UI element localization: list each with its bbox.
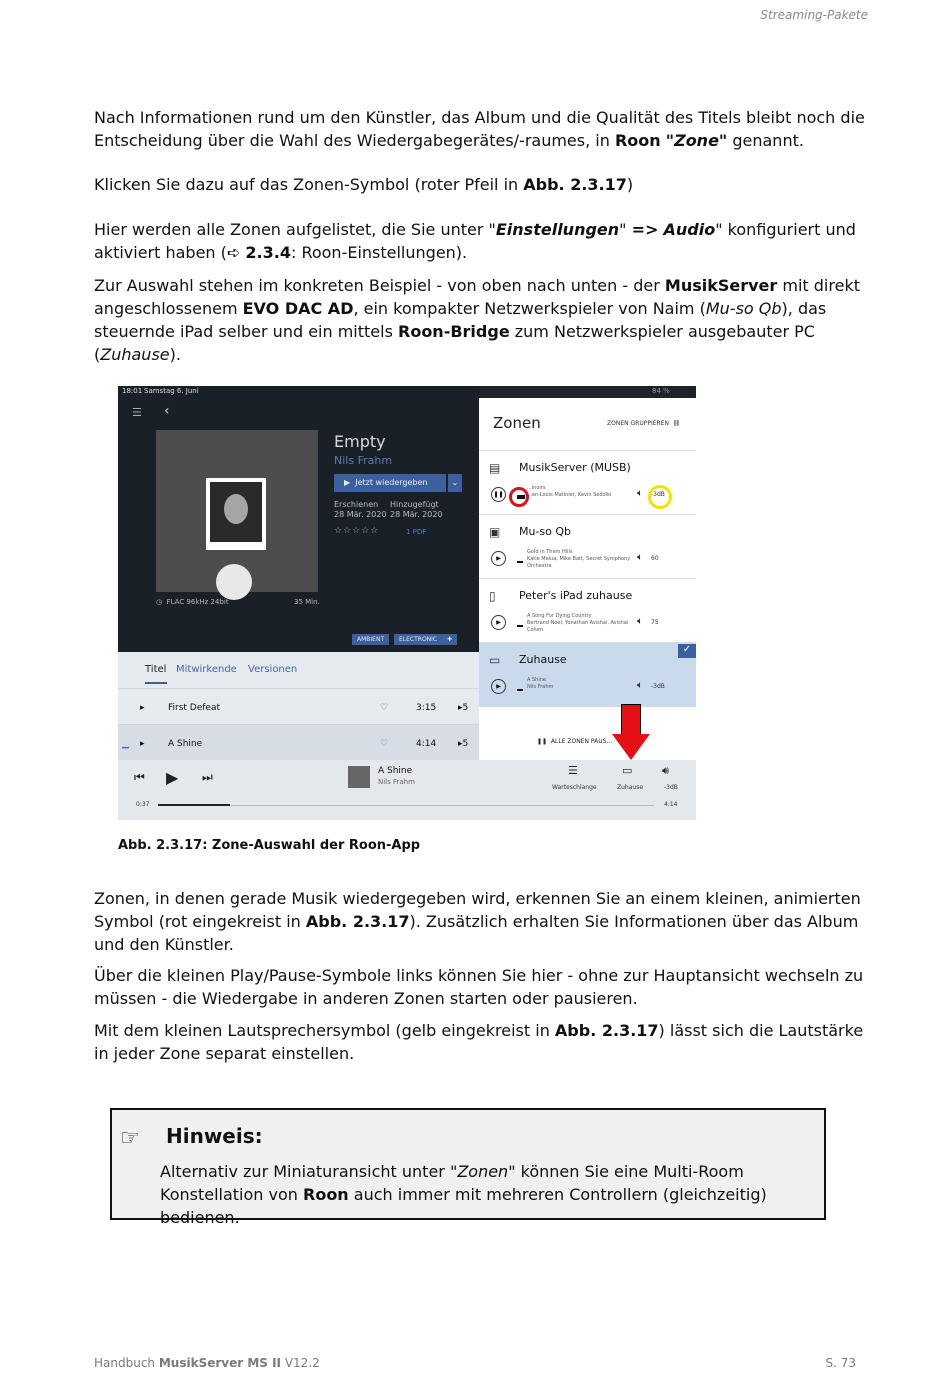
heart-icon: ♡ (380, 739, 389, 749)
play-now-button[interactable]: ▶ Jetzt wiedergeben (334, 474, 446, 492)
paragraph-3: Hier werden alle Zonen aufgelistet, die Sie unter "Einstellungen" => Audio" konfiguriert und aktiviert haben (➪ 2.3.4: Roon-Einstellungen). (94, 220, 856, 262)
pause-all-zones-button[interactable]: ❚❚ ALLE ZONEN PAUS... (537, 738, 613, 745)
checkmark-icon: ✓ (678, 644, 696, 658)
link-icon: ⛓ (672, 420, 681, 427)
tab-titel[interactable]: Titel (145, 664, 167, 675)
play-icon[interactable]: ▶ (491, 615, 506, 630)
back-icon[interactable]: ‹ (164, 403, 170, 419)
zone-label[interactable]: Zuhause (617, 784, 644, 791)
zone-item[interactable]: ▤ MusikServer (MUSB) ❚❚ ...ínoirs ...an-Louis Matinier, Kevin Seddiki 🔈︎ -3dB (479, 450, 696, 515)
released-info: Erschienen 28 Mär. 2020 (334, 500, 387, 519)
play-icon[interactable]: ▶ (491, 551, 506, 566)
tag-electronic[interactable]: ELECTRONIC (394, 634, 442, 645)
paragraph-2: Klicken Sie dazu auf das Zonen-Symbol (roter Pfeil in Abb. 2.3.17) (94, 175, 634, 194)
speaker-volume-icon[interactable]: 🔈︎ (637, 616, 643, 627)
speaker-volume-icon[interactable]: 🔈︎ (637, 488, 643, 499)
pointing-hand-icon: ☞ (120, 1126, 140, 1151)
now-playing-artist[interactable]: Nils Frahm (378, 778, 415, 786)
monitor-icon: ▭ (489, 653, 501, 667)
zones-title: Zonen (493, 414, 541, 432)
heart-icon: ♡ (380, 703, 389, 713)
tab-underline (145, 682, 167, 684)
next-icon[interactable]: ⏭ (202, 770, 213, 784)
hint-title: Hinweis: (166, 1124, 263, 1148)
amplifier-icon: ▤ (489, 461, 501, 475)
elapsed-time: 0:37 (136, 801, 150, 808)
album-title: Empty (334, 432, 386, 451)
volume-label[interactable]: -3dB (664, 784, 678, 791)
previous-icon[interactable]: ⏮ (134, 770, 145, 784)
track-row[interactable]: ▁ ▸ A Shine ♡ 4:14 ▸5 (118, 724, 479, 761)
group-zones-button[interactable]: ZONEN GRUPPIEREN ⛓ (607, 420, 681, 427)
volume-icon[interactable]: 🔊︎ (662, 764, 669, 777)
speaker-volume-icon[interactable]: 🔈︎ (637, 680, 643, 691)
menu-icon[interactable]: ☰ (132, 406, 142, 419)
player-bar (118, 760, 696, 820)
speaker-icon: ▣ (489, 525, 501, 539)
track-row[interactable]: ▸ First Defeat ♡ 3:15 ▸5 (118, 688, 479, 725)
queue-icon[interactable]: ☰ (568, 764, 578, 777)
zone-item[interactable]: ▣ Mu-so Qb ▶ Gold in Them Hills Katie Melua, Mike Batt, Secret Symphony Orchestra 🔈︎ 60 (479, 514, 696, 579)
zones-panel (479, 398, 696, 760)
pdf-link[interactable]: 1 PDF (406, 528, 427, 536)
red-arrow-head (612, 734, 650, 760)
chevron-down-icon[interactable]: ⌄ (448, 474, 462, 492)
tag-add-icon[interactable]: ✚ (442, 634, 457, 645)
tab-mitwirkende[interactable]: Mitwirkende (176, 664, 237, 675)
status-bar: 18:01 Samstag 6. Juni 84 % (122, 387, 670, 395)
album-artist[interactable]: Nils Frahm (334, 454, 393, 467)
running-header: Streaming-Pakete (760, 8, 868, 22)
play-icon[interactable]: ▶ (491, 679, 506, 694)
paragraph-5: Zonen, in denen gerade Musik wiedergegeben wird, erkennen Sie an einem kleinen, animierten Symbol (rot eingekreist in Abb. 2.3.17). Zusätzlich erhalten Sie Informationen über das Album und den Künstler. (94, 889, 861, 954)
page-number: S. 73 (825, 1356, 856, 1370)
hint-text: Alternativ zur Miniaturansicht unter "Zonen" können Sie eine Multi-Room Konstellation von Roon auch immer mit mehreren Controllern (gleichzeitig) bedienen. (160, 1162, 767, 1227)
paragraph-7: Mit dem kleinen Lautsprechersymbol (gelb eingekreist in Abb. 2.3.17) lässt sich die Lautstärke in jeder Zone separat einstellen. (94, 1021, 864, 1063)
footer-left: Handbuch MusikServer MS II V12.2 (94, 1356, 320, 1370)
tablet-icon: ▯ (489, 589, 496, 603)
now-playing-cover[interactable] (348, 766, 370, 788)
figure-caption: Abb. 2.3.17: Zone-Auswahl der Roon-App (118, 838, 421, 853)
roon-app-screenshot (118, 386, 696, 820)
hint-box (110, 1108, 826, 1227)
paragraph-4: Zur Auswahl stehen im konkreten Beispiel - von oben nach unten - der MusikServer mit direkt angeschlossenem EVO DAC AD, ein kompakter Netzwerkspieler von Naim (Mu-so Qb), das steuernde iPad selber und ein mittels Roon-Bridge zum Netzwerkspieler ausgebauter PC (Zuhause). (94, 276, 860, 364)
yellow-highlight-circle (648, 485, 672, 509)
progress-track[interactable] (158, 805, 654, 806)
speaker-volume-icon[interactable]: 🔈︎ (637, 552, 643, 563)
tag-ambient[interactable]: AMBIENT (352, 634, 389, 645)
paragraph-6: Über die kleinen Play/Pause-Symbole links können Sie hier - ohne zur Hauptansicht wechseln zu müssen - die Wiedergabe in anderen Zonen starten oder pausieren. (94, 966, 864, 1008)
see-arrow-icon: ➪ (226, 243, 241, 262)
now-playing-title[interactable]: A Shine (378, 766, 413, 776)
red-arrow-icon (621, 704, 641, 736)
red-highlight-circle (509, 487, 529, 507)
progress-fill (158, 804, 230, 806)
tab-versionen[interactable]: Versionen (248, 664, 298, 675)
total-time: 4:14 (664, 801, 678, 808)
zone-item[interactable]: ▯ Peter's iPad zuhause ▶ A Song For Dying Country Bertrand Noel, Yonathan Avishai, Avishai Cohen 🔈︎ 75 (479, 578, 696, 643)
rating-stars[interactable]: ☆☆☆☆☆ (334, 526, 380, 536)
paragraph-1: Nach Informationen rund um den Künstler, das Album und die Qualität des Titels bleibt noch die Entscheidung über die Wahl des Wiedergabegerätes/-raumes, in Roon "Zone" genannt. (94, 108, 865, 150)
album-cover (156, 430, 318, 592)
queue-label[interactable]: Warteschlange (552, 784, 597, 791)
album-duration: 35 Min. (294, 598, 320, 606)
format-info: ◷ FLAC 96kHz 24bit (156, 598, 229, 606)
play-icon[interactable]: ▶ (166, 768, 179, 787)
pause-icon[interactable]: ❚❚ (491, 487, 506, 502)
added-info: Hinzugefügt 28 Mär. 2020 (390, 500, 443, 519)
zone-monitor-icon[interactable]: ▭ (622, 764, 633, 777)
zone-item-selected[interactable]: ▭ Zuhause ▶ A Shine Nils Frahm 🔈︎ -3dB (479, 642, 696, 707)
